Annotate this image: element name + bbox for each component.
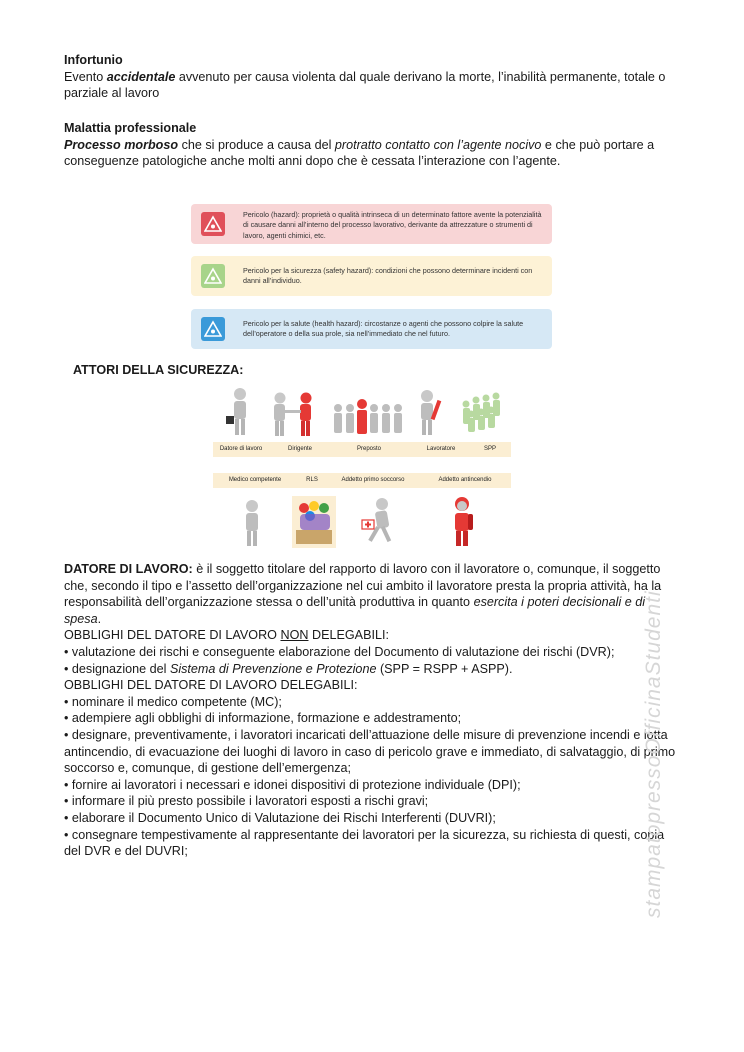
watermark: stampatopressoOfficinaStudenti [642, 590, 665, 918]
obbligo-delegabile-item: • fornire ai lavoratori i necessari e idonei dispositivi di protezione individuale (DPI); [64, 777, 521, 792]
spp-group-icon [463, 393, 501, 433]
actor-label-preposto: Preposto [356, 446, 381, 452]
antincendio-firefighter-icon [455, 497, 473, 546]
actor-label-spp: SPP [483, 446, 496, 452]
obbligo-delegabile-item: • informare il più presto possibile i lavoratori esposti a rischi gravi; [64, 794, 429, 809]
health-warning-icon [201, 317, 225, 341]
infortunio-definition: Evento accidentale avvenuto per causa violenta dal quale derivano la morte, l’inabilità permanente, totale o parziale al lavoro [64, 69, 666, 101]
datore-figure-icon [226, 388, 246, 435]
actor-label-antincendio: Addetto antincendio [438, 477, 492, 483]
preposto-group-icon [334, 399, 402, 434]
obbligo-non-delegabile-item: • valutazione dei rischi e conseguente elaborazione del Documento di valutazione dei rischi (DVR); [64, 644, 615, 659]
obbligo-non-delegabile-item: • designazione del Sistema di Prevenzione e Protezione (SPP = RSPP + ASPP). [64, 661, 513, 676]
actors-figures-row1 [214, 386, 514, 442]
actor-label-rls: RLS [306, 477, 318, 483]
actor-label-primo-soccorso: Addetto primo soccorso [341, 477, 405, 483]
safety-warning-icon [201, 264, 225, 288]
primo-soccorso-runner-icon [362, 498, 391, 542]
rls-group-icon [292, 496, 336, 548]
infortunio-title: Infortunio [64, 53, 123, 67]
obbligo-delegabile-item: • adempiere agli obblighi di informazione, formazione e addestramento; [64, 711, 462, 726]
malattia-section [64, 120, 676, 170]
actor-label-dirigente: Dirigente [287, 446, 312, 452]
hazard-box-pericolo [191, 204, 552, 244]
actors-label-row1 [213, 442, 511, 457]
infortunio-section [64, 52, 676, 102]
actor-label-lavoratore: Lavoratore [426, 446, 456, 452]
obbligo-delegabile-item: • elaborare il Documento Unico di Valutazione dei Rischi Interferenti (DUVRI); [64, 810, 496, 825]
datore-section [64, 561, 676, 860]
lavoratore-wrench-icon [421, 390, 441, 435]
datore-definition: DATORE DI LAVORO: è il soggetto titolare del rapporto di lavoro con il lavoratore o, comunque, il soggetto che, secondo il tipo e l’assetto dell’organizzazione nel cui ambito il lavoratore presta la propria attività, ha la responsabilità dell’organizzazione stessa o dell’unità produttiva in quanto esercita i poteri decisionali e di spesa. [64, 562, 662, 626]
actor-label-datore: Datore di lavoro [219, 446, 263, 452]
hazard-box-health [191, 309, 552, 349]
obblighi-delegabili-heading: OBBLIGHI DEL DATORE DI LAVORO DELEGABILI: [64, 678, 358, 693]
actors-label-row2 [213, 473, 511, 488]
malattia-definition: Processo morboso che si produce a causa del protratto contatto con l’agente nocivo e che può portare a conseguenze patologiche anche molti anni dopo che è cessata l’interazione con l’agente. [64, 137, 655, 169]
actors-heading: ATTORI DELLA SICUREZZA: [73, 363, 244, 377]
obbligo-delegabile-item: • nominare il medico competente (MC); [64, 694, 282, 709]
obblighi-non-delegabili-heading: OBBLIGHI DEL DATORE DI LAVORO NON DELEGABILI: [64, 628, 389, 643]
obbligo-delegabile-item: • consegnare tempestivamente al rappresentante dei lavoratori per la sicurezza, su richiesta di questi, copia del DVR e del DUVRI; [64, 827, 665, 859]
actor-label-medico: Medico competente [228, 477, 282, 483]
biohazard-warning-icon [201, 212, 225, 236]
malattia-title: Malattia professionale [64, 121, 197, 135]
hazard-text: Pericolo (hazard): proprietà o qualità intrinseca di un determinato fattore avente la potenzialità di causare danni all’interno del processo lavorativo, derivante da attrezzature o strumenti di lavoro, agenti chimici, etc. [243, 210, 542, 240]
hazard-text: Pericolo per la salute (health hazard): circostanze o agenti che possono colpire la salute dell’operatore o della sua prole, sia nell’immediato che nel futuro. [243, 319, 524, 339]
hazard-text: Pericolo per la sicurezza (safety hazard): condizioni che possono determinare incidenti con danni all’individuo. [243, 266, 533, 286]
hazard-box-safety [191, 256, 552, 296]
obbligo-delegabile-item: • designare, preventivamente, i lavoratori incaricati dell’attuazione delle misure di prevenzione incendi e lotta antincendio, di evacuazione dei luoghi di lavoro in caso di pericolo grave e immediato, di salvataggio, di primo soccorso e, comunque, di gestione dell’emergenza; [64, 727, 676, 776]
medico-figure-icon [246, 500, 258, 546]
actors-figures-row2 [224, 492, 504, 550]
dirigente-handshake-icon [274, 393, 312, 437]
